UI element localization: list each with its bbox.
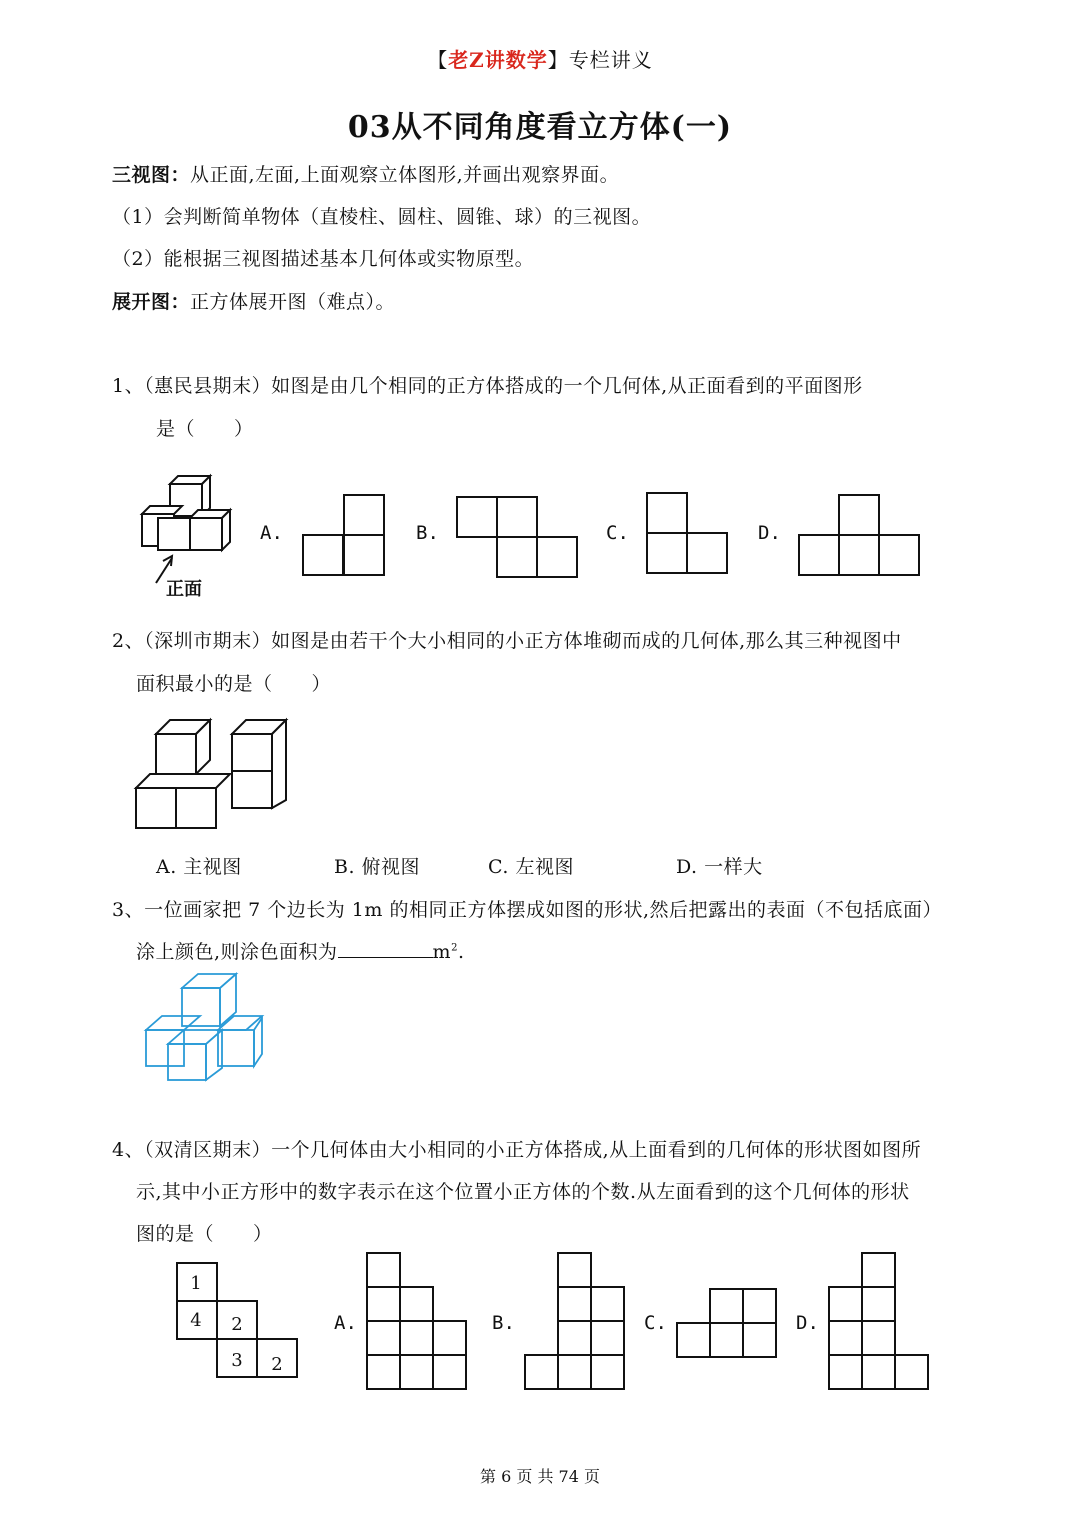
q1-option-a[interactable]: A. (260, 522, 283, 544)
q2-option-b[interactable]: B. 俯视图 (334, 856, 421, 878)
q2-stem-line1: 2、（深圳市期末）如图是由若干个大小相同的小正方体堆砌而成的几何体,那么其三种视图中 (112, 630, 902, 652)
q4-option-d[interactable]: D. (796, 1312, 819, 1334)
q4-option-c-figure[interactable] (676, 1288, 778, 1360)
intro-three-view (112, 160, 619, 187)
q4-stem-line3: 图的是（ ） (136, 1223, 273, 1245)
header-bracket-open: 【 (427, 48, 449, 72)
intro-point-2: （2）能根据三视图描述基本几何体或实物原型。 (112, 248, 535, 270)
header-bracket-close: 】 (547, 48, 569, 72)
q3-unit-exponent: 2 (451, 942, 458, 954)
q4-option-c[interactable]: C. (644, 1312, 667, 1334)
q1-option-c-figure[interactable] (646, 492, 730, 574)
q1-stem-line2: 是（ ） (156, 418, 254, 440)
grid-number: 3 (231, 1350, 243, 1371)
intro-point-1: （1）会判断简单物体（直棱柱、圆柱、圆锥、球）的三视图。 (112, 206, 652, 228)
page-title: 03从不同角度看立方体(一) (347, 110, 733, 145)
page-footer: 第 6 页 共 74 页 (480, 1467, 600, 1486)
grid-number: 1 (190, 1273, 202, 1294)
q2-option-d[interactable]: D. 一样大 (676, 856, 763, 878)
q1-solid-figure (130, 468, 240, 603)
three-view-text: 从正面,左面,上面观察立体图形,并画出观察界面。 (190, 164, 620, 186)
q4-option-a-figure[interactable] (366, 1252, 468, 1390)
q4-option-d-figure[interactable] (828, 1252, 930, 1390)
three-view-label: 三视图： (112, 164, 191, 186)
q1-option-a-figure[interactable] (302, 494, 386, 576)
grid-number: 4 (190, 1310, 202, 1331)
unfold-text: 正方体展开图（难点）。 (190, 291, 396, 313)
q3-stem-line2 (136, 937, 465, 964)
q2-solid-figure (134, 714, 294, 828)
q3-stem-line1: 3、一位画家把 7 个边长为 1m 的相同正方体摆成如图的形状,然后把露出的表面（不包括底面） (112, 899, 942, 921)
q1-option-d[interactable]: D. (758, 522, 781, 544)
q1-option-b[interactable]: B. (416, 522, 439, 544)
q3-unit: m (432, 941, 452, 963)
q1-option-b-figure[interactable] (456, 496, 578, 578)
q4-option-a[interactable]: A. (334, 1312, 357, 1334)
q4-stem-line1: 4、（双清区期末）一个几何体由大小相同的小正方体搭成,从上面看到的几何体的形状图如图所 (112, 1139, 922, 1161)
q4-stem-line2: 示,其中小正方形中的数字表示在这个位置小正方体的个数.从左面看到的这个几何体的形状 (136, 1181, 910, 1203)
header-suffix: 专栏讲义 (568, 48, 653, 72)
q4-option-b[interactable]: B. (492, 1312, 515, 1334)
q4-top-view-grid (176, 1262, 300, 1382)
q2-option-a[interactable]: A. 主视图 (156, 856, 242, 878)
q2-option-c[interactable]: C. 左视图 (488, 856, 574, 878)
grid-number: 2 (271, 1354, 283, 1375)
q1-option-d-figure[interactable] (798, 494, 922, 576)
header-brand: 老Z讲数学 (448, 48, 548, 72)
q3-period: . (457, 941, 465, 963)
q4-option-b-figure[interactable] (524, 1252, 626, 1390)
q2-stem-line2: 面积最小的是（ ） (136, 673, 332, 695)
intro-unfold (112, 287, 395, 314)
q3-answer-blank[interactable] (338, 939, 433, 958)
q1-stem-line1: 1、（惠民县期末）如图是由几个相同的正方体搭成的一个几何体,从正面看到的平面图形 (112, 375, 863, 397)
q3-cube-figure (142, 972, 266, 1082)
q3-stem-text: 涂上颜色,则涂色面积为 (136, 941, 338, 963)
grid-number: 2 (231, 1314, 243, 1335)
q1-option-c[interactable]: C. (606, 522, 629, 544)
q1-front-label: 正面 (166, 579, 202, 600)
page-header (0, 44, 1080, 73)
unfold-label: 展开图： (112, 291, 191, 313)
